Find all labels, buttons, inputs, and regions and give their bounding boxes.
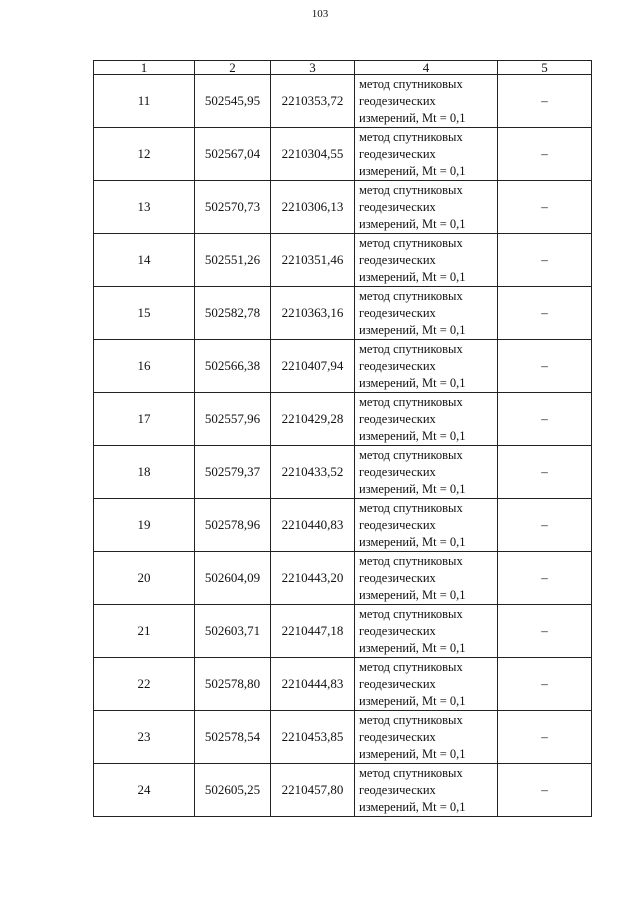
- header-col-5: 5: [498, 61, 592, 75]
- method-cell: метод спутниковых геодезических измерений, Mt = 0,1: [355, 128, 498, 181]
- header-col-3: 3: [271, 61, 355, 75]
- point-number-cell: 16: [94, 340, 195, 393]
- x-coordinate-cell: 502582,78: [195, 287, 271, 340]
- table-row: [94, 181, 592, 234]
- x-coordinate-cell: 502551,26: [195, 234, 271, 287]
- point-number-cell: 11: [94, 75, 195, 128]
- method-cell: метод спутниковых геодезических измерений, Mt = 0,1: [355, 711, 498, 764]
- method-cell: метод спутниковых геодезических измерений, Mt = 0,1: [355, 181, 498, 234]
- point-number-cell: 18: [94, 446, 195, 499]
- y-coordinate-cell: 2210353,72: [271, 75, 355, 128]
- page-number: 103: [311, 8, 329, 20]
- point-number-cell: 13: [94, 181, 195, 234]
- x-coordinate-cell: 502603,71: [195, 605, 271, 658]
- y-coordinate-cell: 2210440,83: [271, 499, 355, 552]
- x-coordinate-cell: 502579,37: [195, 446, 271, 499]
- note-cell: –: [498, 75, 592, 128]
- note-cell: –: [498, 446, 592, 499]
- note-cell: –: [498, 658, 592, 711]
- note-cell: –: [498, 393, 592, 446]
- method-cell: метод спутниковых геодезических измерений, Mt = 0,1: [355, 234, 498, 287]
- table-row: [94, 711, 592, 764]
- table-row: [94, 75, 592, 128]
- point-number-cell: 19: [94, 499, 195, 552]
- table-row: [94, 446, 592, 499]
- x-coordinate-cell: 502605,25: [195, 764, 271, 817]
- y-coordinate-cell: 2210351,46: [271, 234, 355, 287]
- y-coordinate-cell: 2210447,18: [271, 605, 355, 658]
- y-coordinate-cell: 2210306,13: [271, 181, 355, 234]
- y-coordinate-cell: 2210457,80: [271, 764, 355, 817]
- point-number-cell: 17: [94, 393, 195, 446]
- point-number-cell: 21: [94, 605, 195, 658]
- x-coordinate-cell: 502604,09: [195, 552, 271, 605]
- x-coordinate-cell: 502570,73: [195, 181, 271, 234]
- note-cell: –: [498, 340, 592, 393]
- note-cell: –: [498, 764, 592, 817]
- table-row: [94, 287, 592, 340]
- method-cell: метод спутниковых геодезических измерений, Mt = 0,1: [355, 552, 498, 605]
- x-coordinate-cell: 502578,96: [195, 499, 271, 552]
- method-cell: метод спутниковых геодезических измерений, Mt = 0,1: [355, 446, 498, 499]
- method-cell: метод спутниковых геодезических измерений, Mt = 0,1: [355, 764, 498, 817]
- table-row: [94, 552, 592, 605]
- note-cell: –: [498, 711, 592, 764]
- y-coordinate-cell: 2210453,85: [271, 711, 355, 764]
- table-body: [94, 75, 592, 817]
- y-coordinate-cell: 2210444,83: [271, 658, 355, 711]
- header-col-2: 2: [195, 61, 271, 75]
- method-cell: метод спутниковых геодезических измерений, Mt = 0,1: [355, 393, 498, 446]
- x-coordinate-cell: 502567,04: [195, 128, 271, 181]
- y-coordinate-cell: 2210443,20: [271, 552, 355, 605]
- table-row: [94, 658, 592, 711]
- header-row: [94, 61, 592, 75]
- point-number-cell: 20: [94, 552, 195, 605]
- x-coordinate-cell: 502557,96: [195, 393, 271, 446]
- table-row: [94, 340, 592, 393]
- method-cell: метод спутниковых геодезических измерений, Mt = 0,1: [355, 287, 498, 340]
- note-cell: –: [498, 552, 592, 605]
- table-row: [94, 605, 592, 658]
- coordinates-table: [93, 60, 592, 817]
- y-coordinate-cell: 2210363,16: [271, 287, 355, 340]
- point-number-cell: 14: [94, 234, 195, 287]
- note-cell: –: [498, 499, 592, 552]
- table-row: [94, 234, 592, 287]
- x-coordinate-cell: 502578,80: [195, 658, 271, 711]
- note-cell: –: [498, 234, 592, 287]
- header-col-4: 4: [355, 61, 498, 75]
- note-cell: –: [498, 605, 592, 658]
- point-number-cell: 22: [94, 658, 195, 711]
- x-coordinate-cell: 502566,38: [195, 340, 271, 393]
- point-number-cell: 12: [94, 128, 195, 181]
- method-cell: метод спутниковых геодезических измерений, Mt = 0,1: [355, 605, 498, 658]
- note-cell: –: [498, 128, 592, 181]
- table-row: [94, 128, 592, 181]
- method-cell: метод спутниковых геодезических измерений, Mt = 0,1: [355, 340, 498, 393]
- method-cell: метод спутниковых геодезических измерений, Mt = 0,1: [355, 658, 498, 711]
- table-row: [94, 764, 592, 817]
- note-cell: –: [498, 181, 592, 234]
- table-row: [94, 393, 592, 446]
- point-number-cell: 23: [94, 711, 195, 764]
- note-cell: –: [498, 287, 592, 340]
- method-cell: метод спутниковых геодезических измерений, Mt = 0,1: [355, 75, 498, 128]
- header-col-1: 1: [94, 61, 195, 75]
- y-coordinate-cell: 2210407,94: [271, 340, 355, 393]
- table-row: [94, 499, 592, 552]
- y-coordinate-cell: 2210429,28: [271, 393, 355, 446]
- point-number-cell: 24: [94, 764, 195, 817]
- x-coordinate-cell: 502545,95: [195, 75, 271, 128]
- y-coordinate-cell: 2210304,55: [271, 128, 355, 181]
- x-coordinate-cell: 502578,54: [195, 711, 271, 764]
- point-number-cell: 15: [94, 287, 195, 340]
- y-coordinate-cell: 2210433,52: [271, 446, 355, 499]
- method-cell: метод спутниковых геодезических измерений, Mt = 0,1: [355, 499, 498, 552]
